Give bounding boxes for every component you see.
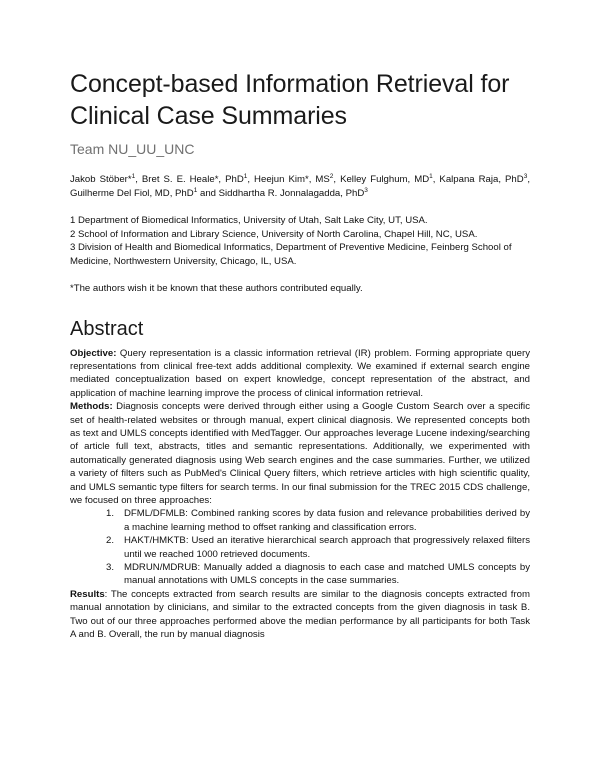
author-5-affil: 3 [523,172,528,180]
title-line-2: Clinical Case Summaries [70,102,347,130]
affiliation-3: 3 Division of Health and Biomedical Informatics, Department of Preventive Medicine, Feinberg School of Medicine, Northwestern University, Chicago, IL, USA. [70,242,512,267]
author-list [70,173,530,200]
abstract-heading: Abstract [70,317,144,340]
author-7: and Siddhartha R. Jonnalagadda, PhD [197,187,365,199]
results-paragraph [70,588,530,642]
team-name: Team NU_UU_UNC [70,141,195,157]
list-item [70,534,530,561]
objective-label: Objective: [70,347,117,359]
author-4-affil: 1 [429,172,433,180]
list-item-number: 1. [106,508,115,520]
objective-text: Query representation is a classic information retrieval (IR) problem. Forming appropriate query representations from clinical free-text adds additional complexity. We examined if external search engine mediated conceptualization based on expert knowledge, concept representation of the abstract, and application of machine learning improve the process of clinical information retrieval. [70,347,530,399]
title-line-1: Concept-based Information Retrieval for [70,70,510,98]
methods-paragraph [70,400,530,507]
author-3-affil: 2 [329,172,334,180]
paper-title [70,68,530,132]
approaches-list [70,507,530,587]
affiliation-2: 2 School of Information and Library Science, University of North Carolina, Chapel Hill, NC, USA. [70,228,478,240]
author-5: , Kalpana Raja, PhD [432,174,524,185]
affiliations [70,214,530,268]
list-item [70,561,530,588]
author-4: , Kelley Fulghum, MD [333,174,430,185]
paper-page [70,68,530,641]
list-item [70,507,530,534]
author-2: , Bret S. E. Heale*, PhD [135,174,244,185]
author-7-affil: 3 [364,186,368,194]
methods-text: Diagnosis concepts were derived through either using a Google Custom Search over a specific set of health-related websites or through manual, expert clinical diagnosis. We represented concepts both as text and UMLS concepts identified with MedTagger. Our approaches leverage Lucene indexing/searching of article full text, abstracts, titles and semantic representations. Additionally, we experimented with automatically generated diagnosis using Web search engines and the case summaries. Further, we utilized a variety of filters such as PubMed's Clinical Query filters, which retrieve articles with high scientific quality, and UMLS semantic type filters for search terms. In our final submission for the TREC 2015 CDS challenge, we focused on three approaches: [70,401,530,506]
author-3: , Heejun Kim*, MS [247,174,330,185]
equal-contribution-note: *The authors wish it be known that these authors contributed equally. [70,283,363,294]
list-item-text: MDRUN/MDRUB: Manually added a diagnosis to each case and matched UMLS concepts by manual annotations with UMLS concepts in the case summaries. [124,562,530,587]
objective-paragraph [70,347,530,401]
affiliation-1: 1 Department of Biomedical Informatics, University of Utah, Salt Lake City, UT, USA. [70,215,428,226]
author-6-affil: 1 [193,186,198,194]
list-item-number: 2. [106,535,115,547]
list-item-text: DFML/DFMLB: Combined ranking scores by data fusion and relevance probabilities derived by a machine learning method to offset ranking and classification errors. [124,508,530,533]
author-1-affil: 1 [131,172,136,180]
list-item-number: 3. [106,562,115,573]
list-item-text: HAKT/HMKTB: Used an iterative hierarchical search approach that progressively relaxed filters until we reached 1000 retrieved documents. [124,535,530,560]
results-label: Results [70,588,105,600]
author-6: , Guilherme Del Fiol, MD, PhD [70,174,530,199]
results-text: : The concepts extracted from search results are similar to the diagnosis concepts extracted from manual annotation by clinicians, and similar to the extracted concepts from the given diagnosis in task B. Two out of our three approaches performed above the median performance by all participants for both Task A and B. Overall, the run by manual diagnosis [70,588,530,641]
methods-label: Methods: [70,401,113,413]
author-2-affil: 1 [243,172,248,180]
author-1: Jakob Stöber* [70,174,132,185]
